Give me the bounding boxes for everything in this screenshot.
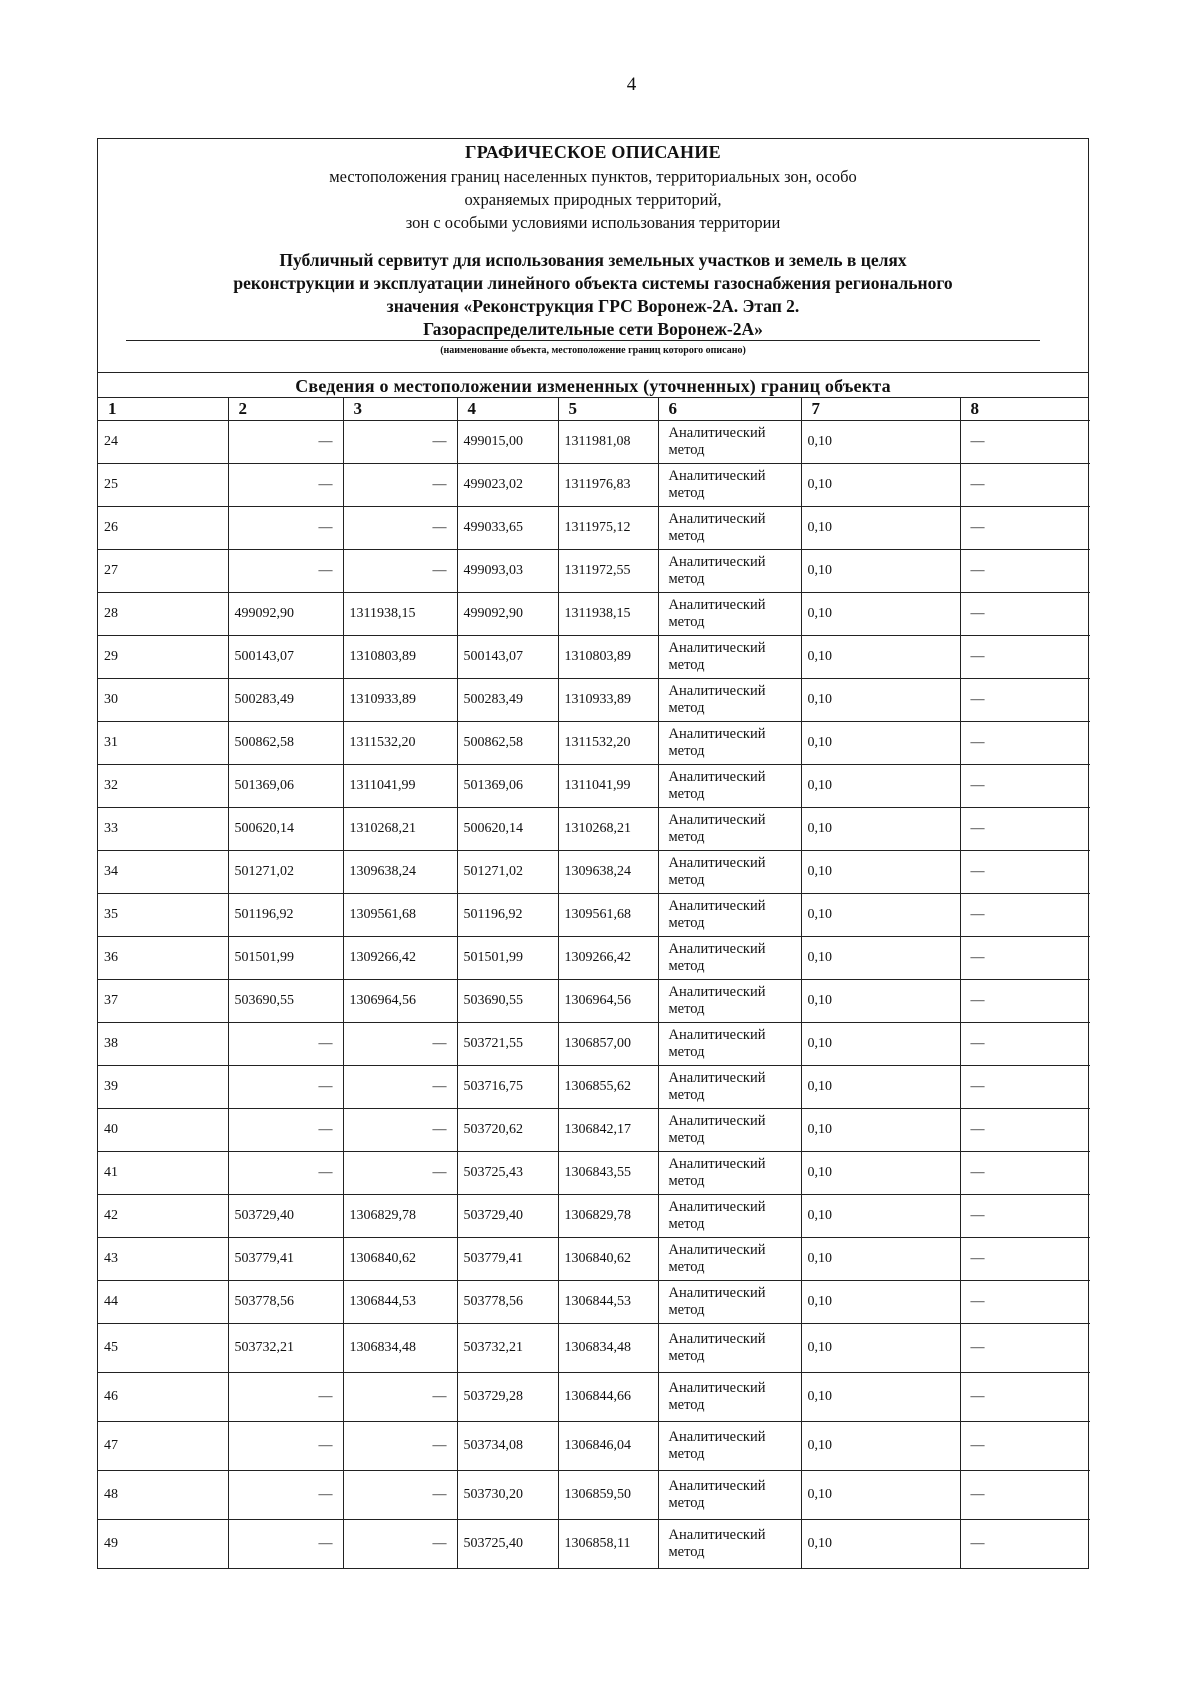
cell-method: Аналитический метод [658, 1471, 801, 1520]
subtitle-line: охраняемых природных территорий, [464, 190, 722, 209]
cell-old-x: — [228, 1109, 343, 1152]
cell-old-x: — [228, 507, 343, 550]
cell-new-x: 503778,56 [457, 1281, 558, 1324]
cell-new-y: 1306842,17 [558, 1109, 658, 1152]
cell-new-y: 1311972,55 [558, 550, 658, 593]
cell-method: Аналитический метод [658, 464, 801, 507]
cell-method: Аналитический метод [658, 1281, 801, 1324]
cell-new-y: 1306843,55 [558, 1152, 658, 1195]
cell-old-x: 503690,55 [228, 980, 343, 1023]
page-number: 4 [626, 74, 637, 95]
cell-description: — [960, 1373, 1090, 1422]
cell-precision: 0,10 [801, 765, 960, 808]
cell-old-x: — [228, 464, 343, 507]
cell-old-y: — [343, 421, 457, 464]
cell-point-number: 30 [98, 679, 228, 722]
cell-new-x: 500620,14 [457, 808, 558, 851]
cell-description: — [960, 507, 1090, 550]
cell-method: Аналитический метод [658, 1023, 801, 1066]
document-frame [97, 138, 1089, 1569]
cell-point-number: 48 [98, 1471, 228, 1520]
column-number: 7 [801, 398, 960, 421]
cell-old-y: 1306829,78 [343, 1195, 457, 1238]
cell-description: — [960, 980, 1090, 1023]
column-number: 5 [558, 398, 658, 421]
cell-point-number: 26 [98, 507, 228, 550]
cell-old-y: 1309638,24 [343, 851, 457, 894]
cell-new-x: 503730,20 [457, 1471, 558, 1520]
document-header [98, 139, 1088, 373]
cell-old-x: — [228, 1373, 343, 1422]
cell-new-x: 503725,43 [457, 1152, 558, 1195]
cell-new-y: 1311981,08 [558, 421, 658, 464]
cell-method: Аналитический метод [658, 1152, 801, 1195]
cell-point-number: 46 [98, 1373, 228, 1422]
cell-precision: 0,10 [801, 1324, 960, 1373]
cell-old-y: 1309266,42 [343, 937, 457, 980]
cell-precision: 0,10 [801, 1152, 960, 1195]
cell-method: Аналитический метод [658, 679, 801, 722]
cell-point-number: 37 [98, 980, 228, 1023]
cell-old-y: 1311532,20 [343, 722, 457, 765]
cell-method: Аналитический метод [658, 722, 801, 765]
cell-precision: 0,10 [801, 980, 960, 1023]
cell-precision: 0,10 [801, 464, 960, 507]
object-name-line: реконструкции и эксплуатации линейного объекта системы газоснабжения регионального [233, 273, 953, 293]
cell-old-x: 503729,40 [228, 1195, 343, 1238]
cell-new-y: 1306829,78 [558, 1195, 658, 1238]
cell-new-x: 503734,08 [457, 1422, 558, 1471]
cell-precision: 0,10 [801, 636, 960, 679]
cell-new-y: 1311041,99 [558, 765, 658, 808]
cell-new-x: 499033,65 [457, 507, 558, 550]
table-row [98, 1152, 1090, 1195]
cell-new-y: 1306855,62 [558, 1066, 658, 1109]
cell-description: — [960, 1324, 1090, 1373]
column-number: 1 [98, 398, 228, 421]
cell-old-y: — [343, 1373, 457, 1422]
cell-old-y: — [343, 1520, 457, 1569]
cell-old-x: — [228, 1520, 343, 1569]
cell-method: Аналитический метод [658, 421, 801, 464]
cell-new-y: 1310803,89 [558, 636, 658, 679]
cell-description: — [960, 1281, 1090, 1324]
cell-description: — [960, 1066, 1090, 1109]
cell-old-x: 503778,56 [228, 1281, 343, 1324]
cell-description: — [960, 1023, 1090, 1066]
cell-old-x: 500620,14 [228, 808, 343, 851]
cell-new-y: 1311976,83 [558, 464, 658, 507]
cell-description: — [960, 1471, 1090, 1520]
cell-new-x: 500143,07 [457, 636, 558, 679]
cell-point-number: 32 [98, 765, 228, 808]
cell-new-x: 501501,99 [457, 937, 558, 980]
cell-point-number: 33 [98, 808, 228, 851]
column-number: 4 [457, 398, 558, 421]
cell-method: Аналитический метод [658, 937, 801, 980]
cell-point-number: 36 [98, 937, 228, 980]
cell-method: Аналитический метод [658, 1324, 801, 1373]
cell-new-y: 1306858,11 [558, 1520, 658, 1569]
cell-method: Аналитический метод [658, 808, 801, 851]
caption-rule [126, 340, 1040, 341]
cell-old-x: — [228, 1152, 343, 1195]
cell-new-y: 1306846,04 [558, 1422, 658, 1471]
cell-new-y: 1306859,50 [558, 1471, 658, 1520]
cell-old-y: 1306844,53 [343, 1281, 457, 1324]
cell-new-y: 1306857,00 [558, 1023, 658, 1066]
cell-point-number: 43 [98, 1238, 228, 1281]
cell-new-y: 1309638,24 [558, 851, 658, 894]
table-row [98, 464, 1090, 507]
cell-new-y: 1306834,48 [558, 1324, 658, 1373]
cell-point-number: 42 [98, 1195, 228, 1238]
cell-new-x: 499092,90 [457, 593, 558, 636]
cell-precision: 0,10 [801, 722, 960, 765]
cell-point-number: 38 [98, 1023, 228, 1066]
table-row [98, 421, 1090, 464]
cell-description: — [960, 593, 1090, 636]
cell-method: Аналитический метод [658, 894, 801, 937]
cell-old-y: — [343, 1422, 457, 1471]
cell-new-x: 503729,40 [457, 1195, 558, 1238]
cell-method: Аналитический метод [658, 1066, 801, 1109]
cell-old-y: — [343, 550, 457, 593]
cell-point-number: 44 [98, 1281, 228, 1324]
table-row [98, 593, 1090, 636]
document-title: ГРАФИЧЕСКОЕ ОПИСАНИЕ [465, 142, 721, 162]
cell-precision: 0,10 [801, 1066, 960, 1109]
cell-new-y: 1310933,89 [558, 679, 658, 722]
cell-old-y: 1310268,21 [343, 808, 457, 851]
cell-new-x: 500862,58 [457, 722, 558, 765]
table-row [98, 636, 1090, 679]
cell-new-x: 503725,40 [457, 1520, 558, 1569]
cell-new-y: 1306840,62 [558, 1238, 658, 1281]
cell-new-x: 500283,49 [457, 679, 558, 722]
cell-description: — [960, 894, 1090, 937]
table-row [98, 507, 1090, 550]
cell-precision: 0,10 [801, 1373, 960, 1422]
table-row [98, 1471, 1090, 1520]
cell-new-x: 503721,55 [457, 1023, 558, 1066]
cell-description: — [960, 679, 1090, 722]
cell-precision: 0,10 [801, 679, 960, 722]
table-row [98, 1066, 1090, 1109]
cell-point-number: 24 [98, 421, 228, 464]
subtitle-line: местоположения границ населенных пунктов, территориальных зон, особо [329, 167, 857, 186]
cell-method: Аналитический метод [658, 593, 801, 636]
cell-precision: 0,10 [801, 593, 960, 636]
cell-old-y: — [343, 464, 457, 507]
cell-method: Аналитический метод [658, 636, 801, 679]
cell-description: — [960, 1422, 1090, 1471]
cell-old-x: — [228, 1471, 343, 1520]
cell-new-x: 501369,06 [457, 765, 558, 808]
cell-description: — [960, 808, 1090, 851]
cell-precision: 0,10 [801, 1281, 960, 1324]
cell-new-y: 1311975,12 [558, 507, 658, 550]
cell-precision: 0,10 [801, 1109, 960, 1152]
cell-method: Аналитический метод [658, 765, 801, 808]
cell-new-y: 1309561,68 [558, 894, 658, 937]
cell-point-number: 34 [98, 851, 228, 894]
cell-point-number: 39 [98, 1066, 228, 1109]
table-row [98, 765, 1090, 808]
cell-method: Аналитический метод [658, 1238, 801, 1281]
cell-precision: 0,10 [801, 894, 960, 937]
cell-old-x: 501196,92 [228, 894, 343, 937]
cell-old-y: 1310803,89 [343, 636, 457, 679]
cell-new-y: 1309266,42 [558, 937, 658, 980]
cell-description: — [960, 1109, 1090, 1152]
cell-point-number: 28 [98, 593, 228, 636]
table-row [98, 1373, 1090, 1422]
table-row [98, 1023, 1090, 1066]
section-title: Сведения о местоположении измененных (уточненных) границ объекта [98, 373, 1088, 398]
subtitle-line: зон с особыми условиями использования территории [405, 213, 781, 232]
cell-old-x: 500143,07 [228, 636, 343, 679]
table-row [98, 679, 1090, 722]
cell-method: Аналитический метод [658, 550, 801, 593]
cell-description: — [960, 550, 1090, 593]
object-name-line: Публичный сервитут для использования земельных участков и земель в целях [279, 250, 907, 270]
cell-old-y: — [343, 1109, 457, 1152]
cell-description: — [960, 1238, 1090, 1281]
column-number: 6 [658, 398, 801, 421]
cell-old-x: 501501,99 [228, 937, 343, 980]
cell-description: — [960, 1195, 1090, 1238]
cell-method: Аналитический метод [658, 507, 801, 550]
cell-new-x: 503779,41 [457, 1238, 558, 1281]
table-row [98, 1520, 1090, 1569]
cell-method: Аналитический метод [658, 1422, 801, 1471]
cell-old-y: — [343, 507, 457, 550]
cell-point-number: 29 [98, 636, 228, 679]
cell-precision: 0,10 [801, 1520, 960, 1569]
cell-point-number: 49 [98, 1520, 228, 1569]
cell-old-x: 500862,58 [228, 722, 343, 765]
cell-new-y: 1311938,15 [558, 593, 658, 636]
column-number: 3 [343, 398, 457, 421]
cell-old-y: — [343, 1152, 457, 1195]
cell-precision: 0,10 [801, 1023, 960, 1066]
cell-new-y: 1311532,20 [558, 722, 658, 765]
table-row [98, 1195, 1090, 1238]
cell-new-x: 503716,75 [457, 1066, 558, 1109]
table-row [98, 550, 1090, 593]
cell-old-y: 1309561,68 [343, 894, 457, 937]
cell-old-x: 500283,49 [228, 679, 343, 722]
cell-old-y: — [343, 1471, 457, 1520]
cell-point-number: 25 [98, 464, 228, 507]
cell-description: — [970, 1536, 985, 1551]
cell-old-x: 499092,90 [228, 593, 343, 636]
cell-new-x: 503732,21 [457, 1324, 558, 1373]
cell-old-y: — [343, 1066, 457, 1109]
column-number-row [98, 398, 1090, 421]
cell-old-x: — [228, 1066, 343, 1109]
cell-new-y: 1306964,56 [558, 980, 658, 1023]
cell-description: — [960, 851, 1090, 894]
cell-precision: 0,10 [801, 937, 960, 980]
table-row [98, 722, 1090, 765]
cell-point-number: 41 [98, 1152, 228, 1195]
column-number: 8 [960, 398, 1090, 421]
cell-method: Аналитический метод [658, 1520, 801, 1569]
cell-new-x: 501196,92 [457, 894, 558, 937]
object-caption: (наименование объекта, местоположение границ которого описано) [440, 345, 746, 356]
object-name-line: значения «Реконструкция ГРС Воронеж-2А. Этап 2. [386, 296, 800, 316]
cell-old-x: — [228, 1023, 343, 1066]
table-row [98, 1324, 1090, 1373]
cell-precision: 0,10 [801, 550, 960, 593]
cell-new-x: 501271,02 [457, 851, 558, 894]
table-row [98, 1238, 1090, 1281]
cell-description: — [960, 464, 1090, 507]
cell-description: — [960, 1152, 1090, 1195]
cell-new-x: 499093,03 [457, 550, 558, 593]
cell-precision: 0,10 [801, 851, 960, 894]
cell-old-x: — [228, 550, 343, 593]
cell-old-y: — [343, 1023, 457, 1066]
cell-method: Аналитический метод [658, 851, 801, 894]
cell-precision: 0,10 [801, 1195, 960, 1238]
coordinates-table [98, 398, 1090, 1568]
cell-point-number: 45 [98, 1324, 228, 1373]
table-row [98, 851, 1090, 894]
table-row [98, 894, 1090, 937]
cell-old-y: 1306840,62 [343, 1238, 457, 1281]
cell-precision: 0,10 [801, 808, 960, 851]
cell-precision: 0,10 [801, 507, 960, 550]
object-name-line: Газораспределительные сети Воронеж-2А» [423, 319, 763, 339]
cell-new-x: 503690,55 [457, 980, 558, 1023]
table-row [98, 1109, 1090, 1152]
cell-method: Аналитический метод [658, 1109, 801, 1152]
table-row [98, 808, 1090, 851]
cell-point-number: 40 [98, 1109, 228, 1152]
column-number: 2 [228, 398, 343, 421]
cell-old-x: 503732,21 [228, 1324, 343, 1373]
table-row [98, 1422, 1090, 1471]
cell-old-x: — [228, 421, 343, 464]
cell-old-x: — [228, 1422, 343, 1471]
table-row [98, 980, 1090, 1023]
cell-old-y: 1306964,56 [343, 980, 457, 1023]
cell-old-x: 501369,06 [228, 765, 343, 808]
cell-method: Аналитический метод [658, 1373, 801, 1422]
cell-point-number: 31 [98, 722, 228, 765]
cell-description: — [960, 937, 1090, 980]
cell-old-y: 1310933,89 [343, 679, 457, 722]
cell-old-x: 501271,02 [228, 851, 343, 894]
cell-description: — [960, 765, 1090, 808]
cell-new-x: 503720,62 [457, 1109, 558, 1152]
cell-old-y: 1311041,99 [343, 765, 457, 808]
cell-precision: 0,10 [801, 1422, 960, 1471]
cell-method: Аналитический метод [658, 980, 801, 1023]
cell-new-y: 1310268,21 [558, 808, 658, 851]
cell-precision: 0,10 [801, 421, 960, 464]
cell-method: Аналитический метод [658, 1195, 801, 1238]
cell-old-y: 1306834,48 [343, 1324, 457, 1373]
cell-description: — [960, 421, 1090, 464]
cell-new-y: 1306844,53 [558, 1281, 658, 1324]
cell-new-x: 503729,28 [457, 1373, 558, 1422]
cell-new-y: 1306844,66 [558, 1373, 658, 1422]
cell-description: — [960, 722, 1090, 765]
cell-new-x: 499023,02 [457, 464, 558, 507]
cell-new-x: 499015,00 [457, 421, 558, 464]
cell-precision: 0,10 [801, 1471, 960, 1520]
cell-precision: 0,10 [801, 1238, 960, 1281]
cell-point-number: 27 [98, 550, 228, 593]
table-row [98, 937, 1090, 980]
cell-description: — [960, 636, 1090, 679]
cell-old-x: 503779,41 [228, 1238, 343, 1281]
table-row [98, 1281, 1090, 1324]
cell-point-number: 47 [98, 1422, 228, 1471]
cell-old-y: 1311938,15 [343, 593, 457, 636]
cell-point-number: 35 [98, 894, 228, 937]
